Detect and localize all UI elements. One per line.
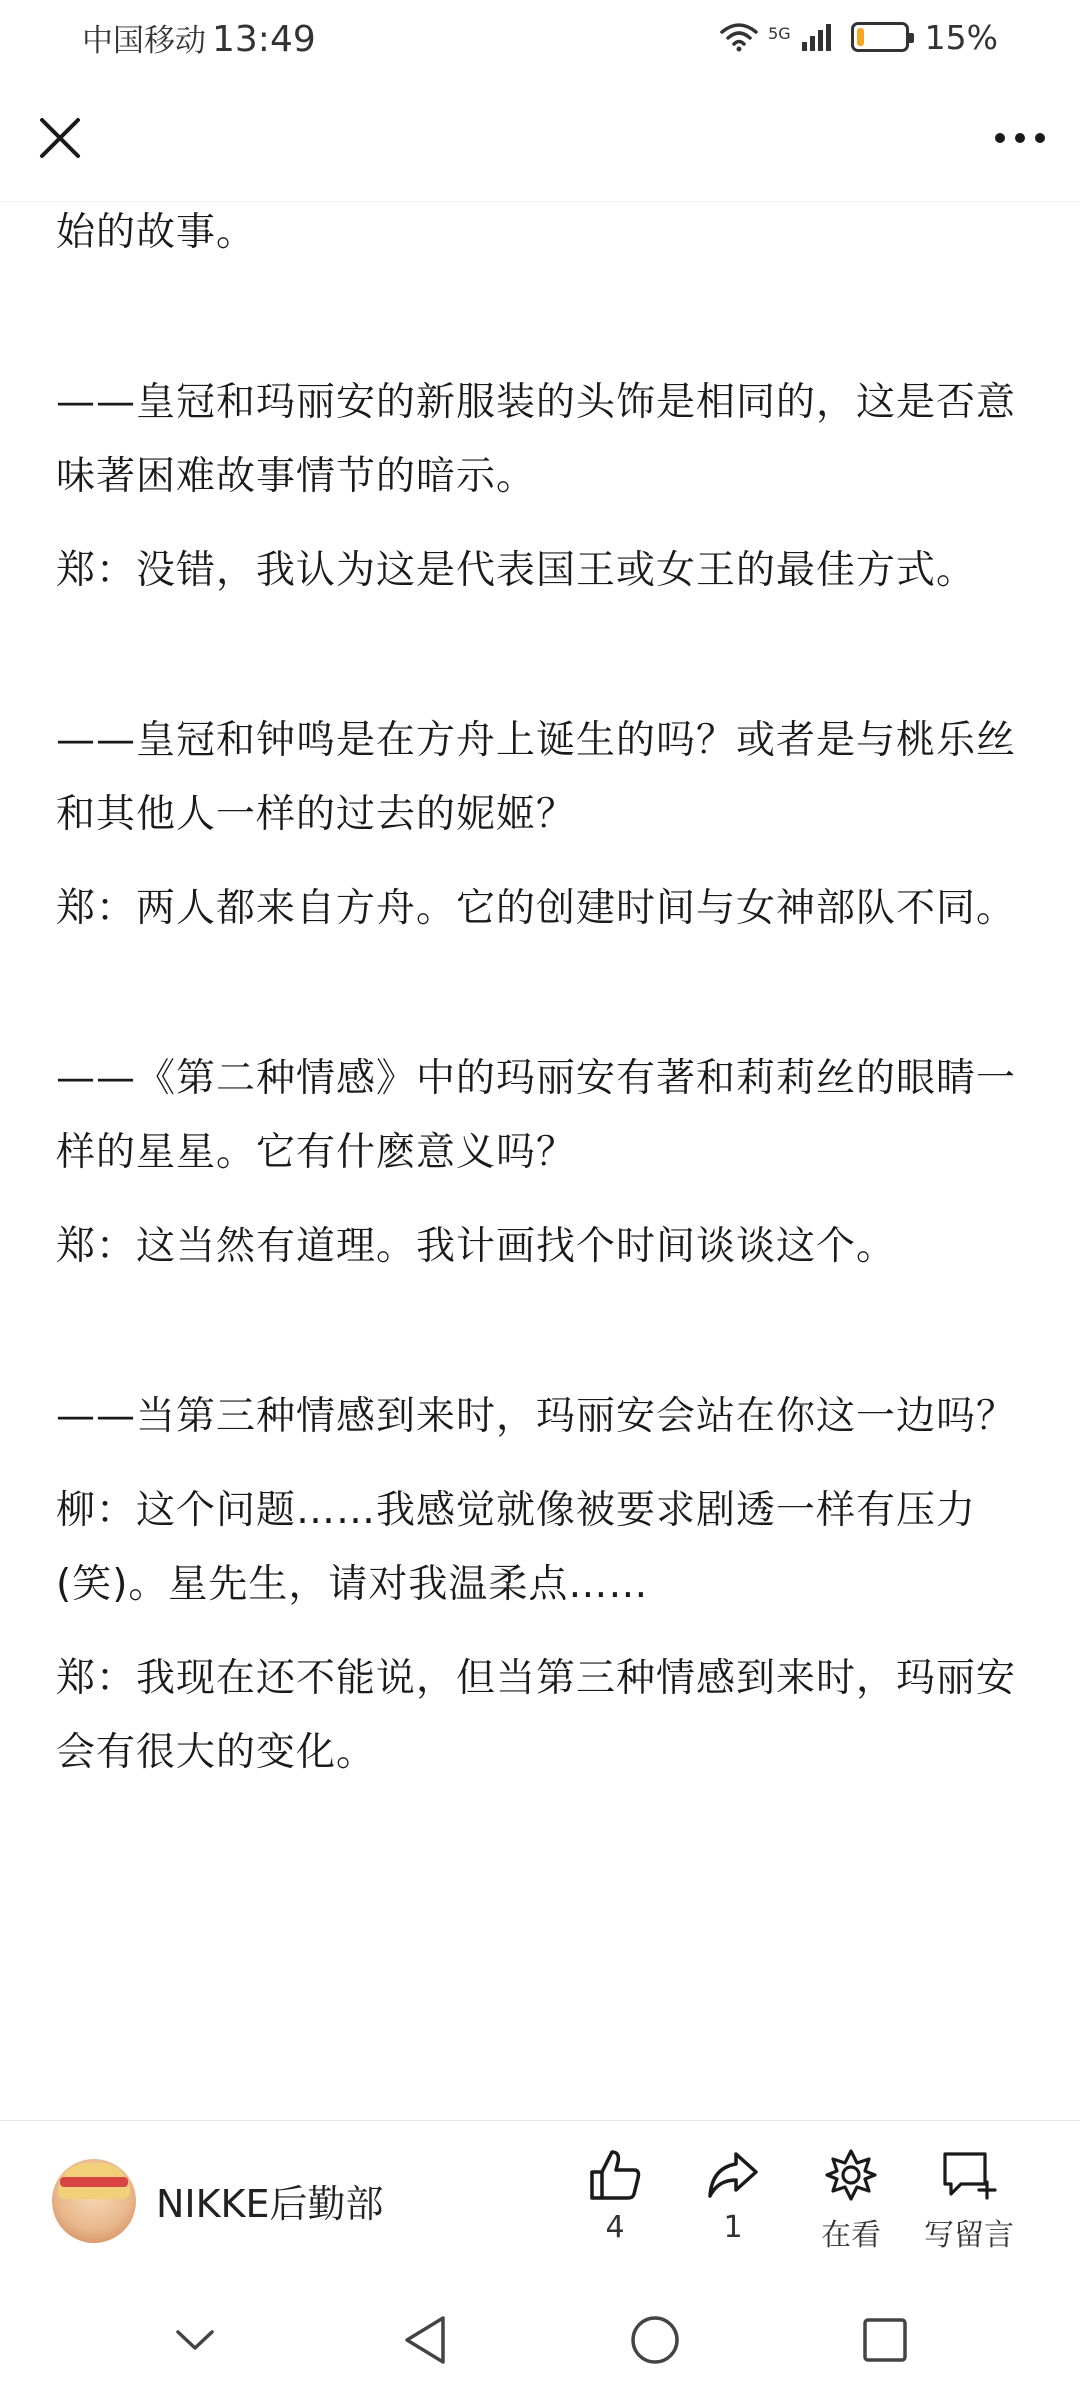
thumbs-up-icon [588,2148,642,2202]
comment-button[interactable] [910,2148,1028,2254]
back-triangle-icon [401,2314,449,2366]
chevron-down-icon [175,2328,215,2352]
home-button[interactable] [625,2310,685,2370]
close-icon [38,116,82,160]
watching-label: 在看 [821,2217,881,2253]
battery-icon [851,22,909,52]
comment-add-icon [941,2148,997,2202]
article-paragraph: ——皇冠和钟鸣是在方舟上诞生的吗？或者是与桃乐丝和其他人一样的过去的妮姬？ [56,718,1017,837]
article-paragraph: 郑：这当然有道理。我计画找个时间谈谈这个。 [56,1224,897,1269]
like-count: 4 [605,2209,625,2245]
article-body [0,202,1080,2120]
comment-label: 写留言 [924,2217,1014,2253]
wifi-icon [720,22,758,52]
home-circle-icon [629,2314,681,2366]
status-bar [0,0,1080,74]
share-button[interactable] [674,2148,792,2245]
bottom-action-bar [0,2120,1080,2280]
more-icon [993,131,1047,145]
article-paragraph: 郑：我现在还不能说，但当第三种情感到来时，玛丽安会有很大的变化。 [56,1656,1017,1775]
status-time: 13:49 [212,18,316,60]
article-paragraph: ——当第三种情感到来时，玛丽安会站在你这一边吗？ [56,1394,1017,1439]
recents-button[interactable] [855,2310,915,2370]
more-button[interactable] [990,108,1050,168]
author-name[interactable]: NIKKE后勤部 [156,2182,384,2226]
status-left [82,15,316,60]
status-right [720,18,998,57]
back-button[interactable] [395,2310,455,2370]
author-info[interactable] [52,2159,556,2243]
article-paragraph: ——皇冠和玛丽安的新服装的头饰是相同的，这是否意味著困难故事情节的暗示。 [56,380,1017,499]
top-nav [0,74,1080,202]
article-paragraph: ——《第二种情感》中的玛丽安有著和莉莉丝的眼睛一样的星星。它有什麽意义吗？ [56,1056,1017,1175]
collapse-nav-button[interactable] [165,2310,225,2370]
signal-icon [801,22,835,52]
article-paragraph: 郑：两人都来自方舟。它的创建时间与女神部队不同。 [56,886,1017,931]
flower-icon [824,2148,878,2202]
battery-percent: 15% [924,17,998,57]
system-nav-bar [0,2280,1080,2400]
share-count: 1 [723,2209,743,2245]
watching-button[interactable] [792,2148,910,2254]
article-paragraph: 郑：没错，我认为这是代表国王或女王的最佳方式。 [56,548,977,593]
avatar[interactable] [52,2159,136,2243]
network-type: 5G [768,23,791,43]
battery-fill [857,28,864,46]
article-paragraph: 柳：这个问题……我感觉就像被要求剧透一样有压力(笑)。星先生，请对我温柔点…… [56,1488,977,1607]
close-button[interactable] [30,108,90,168]
carrier-name: 中国移动 [82,22,206,59]
action-group [556,2148,1028,2254]
article-paragraph: 始的故事。 [56,210,257,255]
recents-square-icon [861,2316,909,2364]
like-button[interactable] [556,2148,674,2245]
share-icon [706,2148,760,2202]
